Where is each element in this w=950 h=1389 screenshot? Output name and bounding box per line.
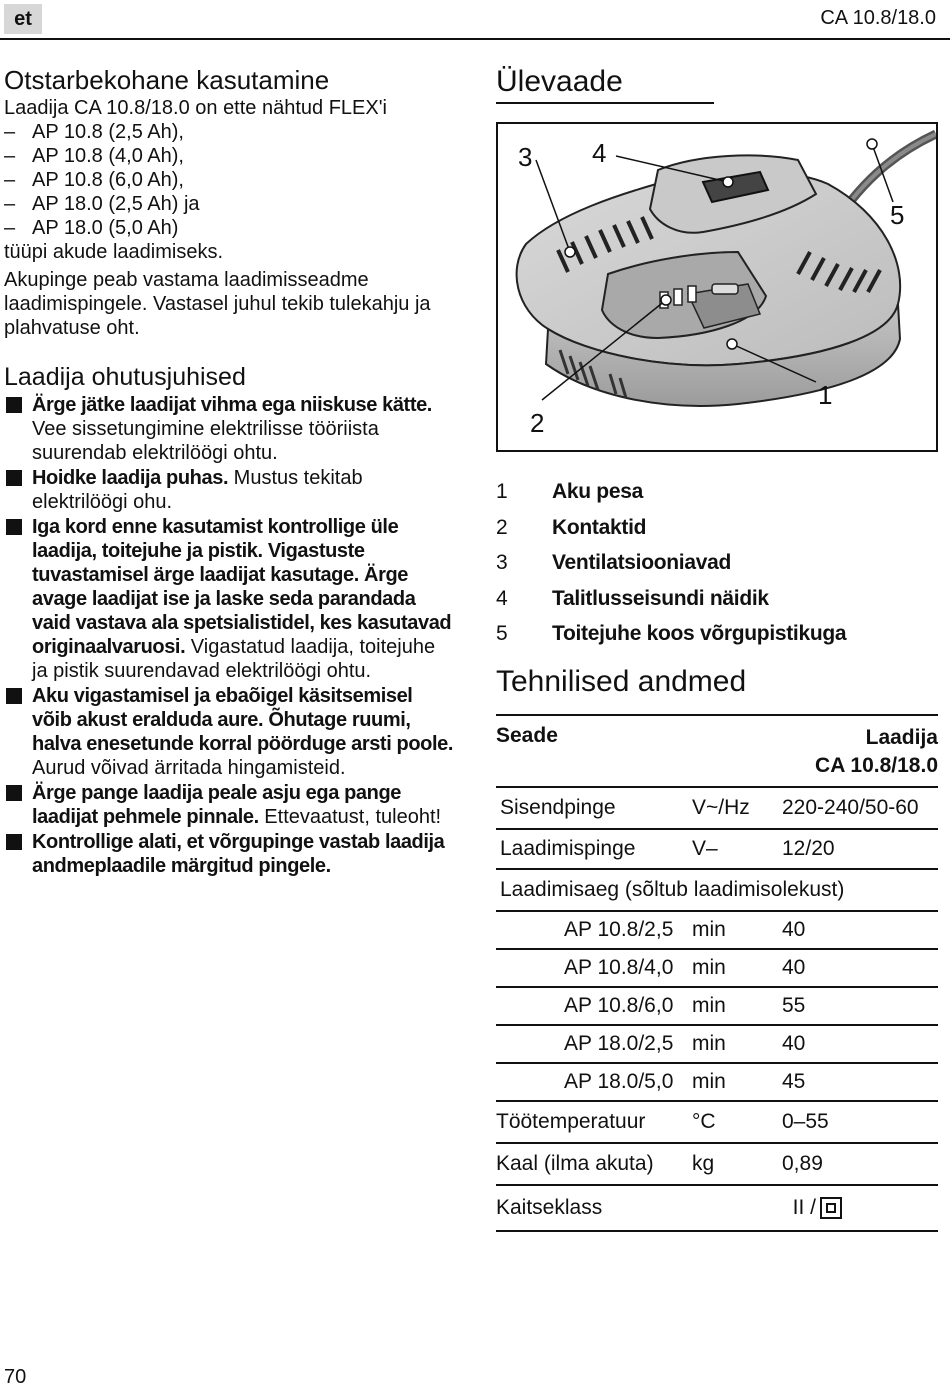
safety-item-bold: Ärge pange laadija peale asju ega pange laadijat pehmele pinnale. xyxy=(32,782,401,828)
row-unit: min xyxy=(692,1031,726,1055)
table-row xyxy=(496,788,938,830)
table-row xyxy=(496,1144,938,1186)
safety-item-bold: Kontrollige alati, et võrgupinge vastab laadija andmeplaadile märgitud pingele. xyxy=(32,831,445,877)
legend-label: Aku pesa xyxy=(552,480,643,503)
safety-item xyxy=(4,515,454,683)
row-value: 12/20 xyxy=(782,836,835,860)
bullet-square-icon xyxy=(6,397,22,413)
safety-item xyxy=(4,466,454,514)
charger-illustration xyxy=(496,122,938,452)
charge-time-row xyxy=(496,870,938,912)
row-unit: min xyxy=(692,993,726,1017)
intended-use-after: tüüpi akude laadimiseks. xyxy=(4,241,224,263)
battery-list-text: AP 10.8 (4,0 Ah), xyxy=(32,145,184,167)
row-label: Sisendpinge xyxy=(500,795,616,819)
intended-use-heading: Otstarbekohane kasutamine xyxy=(4,65,330,95)
battery-list-text: AP 10.8 (6,0 Ah), xyxy=(32,169,184,191)
protection-class-text: II / xyxy=(792,1195,816,1219)
legend-number: 1 xyxy=(496,480,508,503)
battery-list-item: – AP 10.8 (4,0 Ah), xyxy=(4,145,184,167)
safety-item-bold: Ärge jätke laadijat vihma ega niiskuse kätte. xyxy=(32,394,432,416)
bullet-square-icon xyxy=(6,519,22,535)
table-header-device: Seade xyxy=(496,723,558,747)
tech-data-heading: Tehnilised andmed xyxy=(496,664,747,698)
contact-slot xyxy=(688,286,696,302)
row-value: 0,89 xyxy=(782,1151,823,1175)
row-label: AP 10.8/4,0 xyxy=(564,955,674,979)
row-unit: V– xyxy=(692,836,718,860)
row-value: 220-240/50-60 xyxy=(782,795,919,819)
row-unit: min xyxy=(692,955,726,979)
safety-item-text: Vee sissetungimine elektrilisse tööriista suurendab elektrilöögi ohtu. xyxy=(32,418,379,464)
language-tab: et xyxy=(4,4,42,34)
battery-list-text: AP 10.8 (2,5 Ah), xyxy=(32,121,184,143)
row-unit: °C xyxy=(692,1109,716,1133)
double-insulation-icon xyxy=(820,1197,842,1219)
charge-time-label: Laadimisaeg (sõltub laadimisolekust) xyxy=(500,877,845,901)
row-label: AP 10.8/2,5 xyxy=(564,917,674,941)
callout-3: 3 xyxy=(518,142,533,172)
safety-item-bold: Aku vigastamisel ja ebaõigel käsitsemisel võib akust eralduda aure. Õhutage ruumi, halva enesetunde korral pöörduge arsti poole. xyxy=(32,685,453,755)
row-value: 40 xyxy=(782,955,806,979)
table-row xyxy=(496,1102,938,1144)
safety-item xyxy=(4,781,454,829)
legend-item xyxy=(496,581,938,617)
legend-number: 4 xyxy=(496,586,508,610)
charge-time-subrow xyxy=(496,988,938,1026)
row-value: 45 xyxy=(782,1069,806,1093)
header-rule xyxy=(0,38,950,40)
row-label: Kaal (ilma akuta) xyxy=(496,1151,654,1175)
battery-list-text: AP 18.0 (5,0 Ah) xyxy=(32,217,179,239)
row-label: AP 18.0/5,0 xyxy=(564,1069,674,1093)
charge-time-subrow xyxy=(496,912,938,950)
charger-drawing xyxy=(498,124,936,450)
callout-5: 5 xyxy=(890,200,905,230)
row-label: Laadimispinge xyxy=(500,836,636,860)
legend-item xyxy=(496,474,938,510)
left-column xyxy=(4,64,454,878)
legend-item xyxy=(496,510,938,546)
row-label: Kaitseklass xyxy=(496,1195,603,1219)
callout-4: 4 xyxy=(592,138,607,168)
table-header-row xyxy=(496,716,938,788)
legend-number: 2 xyxy=(496,515,508,539)
voltage-warning: Akupinge peab vastama laadimisseadme laadimispingele. Vastasel juhul tekib tulekahju ja plahvatuse oht. xyxy=(4,269,431,339)
row-label: Töötemperatuur xyxy=(496,1109,646,1133)
overview-heading: Ülevaade xyxy=(496,64,714,104)
safety-item xyxy=(4,393,454,465)
legend-number: 5 xyxy=(496,622,508,645)
table-row xyxy=(496,830,938,870)
table-header-model xyxy=(815,716,938,780)
row-unit: min xyxy=(692,917,726,941)
safety-item-text: Ettevaatust, tuleoht! xyxy=(258,806,442,828)
protection-class-row xyxy=(496,1186,938,1232)
overview-legend xyxy=(496,474,938,652)
legend-number: 3 xyxy=(496,551,508,574)
row-value: 0–55 xyxy=(782,1109,829,1133)
charge-time-subrow xyxy=(496,1026,938,1064)
protection-class-value xyxy=(793,1196,842,1220)
right-column xyxy=(496,64,938,1232)
intended-use-intro: Laadija CA 10.8/18.0 on ette nähtud FLEX'i xyxy=(4,97,387,119)
table-header-model-line1: Laadija xyxy=(865,725,938,749)
battery-list-text: AP 18.0 (2,5 Ah) ja xyxy=(32,193,200,215)
safety-item-bold: Hoidke laadija puhas. xyxy=(32,467,229,489)
contact-slot xyxy=(674,289,682,305)
bullet-square-icon xyxy=(6,688,22,704)
row-value: 40 xyxy=(782,1031,806,1055)
callout-2: 2 xyxy=(530,408,545,438)
legend-label: Talitlusseisundi näidik xyxy=(552,586,769,610)
battery-list-item: – AP 10.8 (2,5 Ah), xyxy=(4,121,184,143)
legend-label: Toitejuhe koos võrgupistikuga xyxy=(552,622,847,645)
row-unit: kg xyxy=(692,1151,715,1175)
legend-label: Kontaktid xyxy=(552,515,647,539)
legend-label: Ventilatsiooniavad xyxy=(552,551,731,574)
legend-item xyxy=(496,545,938,581)
charge-time-subrow xyxy=(496,950,938,988)
row-value: 40 xyxy=(782,917,806,941)
safety-item-text: Vigastatud laadija, toitejuhe ja pistik suurendavad elektrilöögi ohtu. xyxy=(32,636,436,682)
row-unit: V~/Hz xyxy=(692,795,750,819)
row-value: 55 xyxy=(782,993,806,1017)
charge-time-subrow xyxy=(496,1064,938,1102)
safety-heading: Laadija ohutusjuhised xyxy=(4,363,246,391)
bullet-square-icon xyxy=(6,785,22,801)
header-model: CA 10.8/18.0 xyxy=(820,7,936,29)
page-number: 70 xyxy=(4,1366,27,1388)
row-unit: min xyxy=(692,1069,726,1093)
bullet-square-icon xyxy=(6,470,22,486)
tech-data-table xyxy=(496,714,938,1232)
battery-list-item: – AP 18.0 (5,0 Ah) xyxy=(4,217,179,239)
safety-item xyxy=(4,830,454,878)
battery-list-item: – AP 18.0 (2,5 Ah) ja xyxy=(4,193,200,215)
callout-1: 1 xyxy=(818,380,833,410)
safety-item xyxy=(4,684,454,780)
bullet-square-icon xyxy=(6,834,22,850)
battery-list-item: – AP 10.8 (6,0 Ah), xyxy=(4,169,184,191)
legend-item xyxy=(496,616,938,652)
row-label: AP 18.0/2,5 xyxy=(564,1031,674,1055)
safety-item-bold: Iga kord enne kasutamist kontrollige üle laadija, toitejuhe ja pistik. Vigastuste tuvastamisel ärge laadijat kasutage. Ärge avage laadijat ise ja laske seda parandada vaid vastava ala spetsialistidel, kes kasutavad originaalvaruosi. xyxy=(32,516,452,658)
safety-item-text: Mustus tekitab elektrilöögi ohu. xyxy=(32,467,363,513)
safety-item-text: Aurud võivad ärritada hingamisteid. xyxy=(32,757,346,779)
row-label: AP 10.8/6,0 xyxy=(564,993,674,1017)
table-header-model-line2: CA 10.8/18.0 xyxy=(815,753,938,777)
